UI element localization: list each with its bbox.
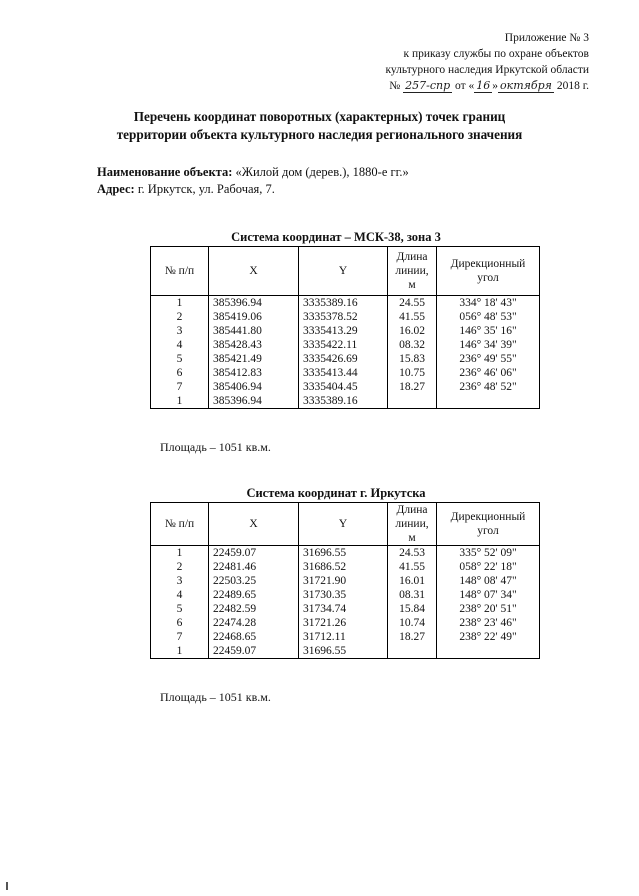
- object-address-label: Адрес:: [97, 182, 135, 196]
- table-cell: 08.31: [399, 589, 425, 601]
- area-msk38: Площадь – 1051 кв.м.: [160, 440, 271, 454]
- line-length-list: [388, 546, 437, 659]
- col-header-y: Y: [299, 503, 388, 546]
- table-cell: 18.27: [399, 381, 425, 393]
- y-coordinate-list: [299, 546, 388, 659]
- table-cell: 1: [176, 645, 183, 657]
- table-cell: 146° 34' 39": [459, 339, 517, 351]
- table-cell: 148° 07' 34": [459, 589, 517, 601]
- order-year: 2018 г.: [556, 80, 589, 92]
- col-header-length-1: Длина: [396, 251, 428, 263]
- table-cell: 18.27: [399, 631, 425, 643]
- table-cell: 1: [176, 547, 183, 559]
- table-caption-msk38: Система координат – МСК-38, зона 3: [231, 230, 441, 244]
- table-cell: 41.55: [399, 561, 425, 573]
- table-cell: 238° 23' 46": [459, 617, 517, 629]
- table-cell: 5: [176, 603, 183, 615]
- col-header-length-2: линии,: [395, 265, 429, 277]
- table-cell: 22459.07: [213, 645, 257, 657]
- table-cell: 2: [176, 561, 183, 573]
- table-cell: 22474.28: [213, 617, 257, 629]
- table-cell: 6: [176, 367, 183, 379]
- appendix-header: [386, 30, 590, 94]
- table-cell: 385406.94: [213, 381, 262, 393]
- table-cell: 238° 22' 49": [459, 631, 517, 643]
- col-header-num: № п/п: [151, 503, 209, 546]
- table-cell: 236° 46' 06": [459, 367, 517, 379]
- appendix-number: Приложение № 3: [504, 32, 589, 44]
- table-cell: 5: [176, 353, 183, 365]
- table-cell: 31730.35: [303, 589, 347, 601]
- table-cell: 3335426.69: [303, 353, 358, 365]
- table-cell: 4: [176, 339, 183, 351]
- table-cell: 31696.55: [303, 547, 347, 559]
- table-cell: 22489.65: [213, 589, 257, 601]
- table-cell: 3335389.16: [303, 297, 358, 309]
- table-cell: 385419.06: [213, 311, 262, 323]
- table-cell: 3335378.52: [303, 311, 358, 323]
- title-line-1: Перечень координат поворотных (характерных) точек границ: [133, 109, 506, 124]
- table-cell: 1: [176, 395, 183, 407]
- table-cell: 7: [176, 381, 183, 393]
- table-cell: 6: [176, 617, 183, 629]
- table-cell: 16.01: [399, 575, 425, 587]
- table-cell: 22468.65: [213, 631, 257, 643]
- document-title: [0, 108, 639, 144]
- table-cell: 3335404.45: [303, 381, 358, 393]
- object-name-value: «Жилой дом (дерев.), 1880-е гг.»: [235, 165, 409, 179]
- order-day-handwritten: 16: [476, 79, 491, 92]
- table-cell: 2: [176, 311, 183, 323]
- point-number-list: [151, 296, 209, 409]
- table-cell: 236° 49' 55": [459, 353, 517, 365]
- table-cell: 22459.07: [213, 547, 257, 559]
- table-cell: 31734.74: [303, 603, 347, 615]
- table-cell: 10.74: [399, 617, 425, 629]
- object-name-label: Наименование объекта:: [97, 165, 233, 179]
- point-number-list: [151, 546, 209, 659]
- col-header-length-3: м: [408, 532, 416, 544]
- table-cell: 146° 35' 16": [459, 325, 517, 337]
- x-coordinate-list: [209, 296, 299, 409]
- table-cell: 385428.43: [213, 339, 262, 351]
- table-cell: 08.32: [399, 339, 425, 351]
- table-cell: 3335389.16: [303, 395, 358, 407]
- table-cell: 16.02: [399, 325, 425, 337]
- object-address-line: [97, 181, 409, 198]
- table-cell: 1: [176, 297, 183, 309]
- col-header-angle-1: Дирекционный: [450, 511, 526, 523]
- title-line-2: территории объекта культурного наследия регионального значения: [116, 127, 523, 142]
- table-cell: 238° 20' 51": [459, 603, 517, 615]
- object-address-value: г. Иркутск, ул. Рабочая, 7.: [137, 182, 275, 196]
- object-info: [97, 164, 409, 198]
- direction-angle-list: [437, 296, 540, 409]
- table-body-row: [151, 296, 540, 409]
- col-header-angle-2: угол: [477, 272, 499, 284]
- table-cell: 31712.11: [303, 631, 346, 643]
- table-cell: 31696.55: [303, 645, 347, 657]
- table-cell: 31721.90: [303, 575, 347, 587]
- table-cell: 385441.80: [213, 325, 262, 337]
- table-cell: 056° 48' 53": [459, 311, 517, 323]
- appendix-authority: культурного наследия Иркутской области: [385, 64, 589, 76]
- table-cell: 41.55: [399, 311, 425, 323]
- table-cell: 22481.46: [213, 561, 257, 573]
- table-cell: 148° 08' 47": [459, 575, 517, 587]
- col-header-length-1: Длина: [396, 504, 428, 516]
- table-cell: 334° 18' 43": [459, 297, 517, 309]
- col-header-length-2: линии,: [395, 518, 429, 530]
- table-cell: 3: [176, 325, 183, 337]
- table-cell: 22482.59: [213, 603, 257, 615]
- area-irkutsk: Площадь – 1051 кв.м.: [160, 690, 271, 704]
- order-number-line: № 257-спр от « 16 » октября 2018 г.: [389, 79, 589, 92]
- order-no-handwritten: 257-спр: [405, 79, 451, 92]
- scan-mark: [6, 882, 8, 890]
- direction-angle-list: [437, 546, 540, 659]
- table-cell: 24.55: [399, 297, 425, 309]
- table-cell: 335° 52' 09": [459, 547, 517, 559]
- col-header-angle-2: угол: [477, 525, 499, 537]
- y-coordinate-list: [299, 296, 388, 409]
- col-header-angle: [437, 247, 540, 296]
- table-cell: 3335413.29: [303, 325, 358, 337]
- table-cell: 7: [176, 631, 183, 643]
- col-header-length: [388, 247, 437, 296]
- table-cell: 31686.52: [303, 561, 347, 573]
- table-cell: 10.75: [399, 367, 425, 379]
- table-cell: 15.83: [399, 353, 425, 365]
- table-cell: 385421.49: [213, 353, 262, 365]
- col-header-angle-1: Дирекционный: [450, 258, 526, 270]
- x-coordinate-list: [209, 546, 299, 659]
- object-name-line: [97, 164, 409, 181]
- table-caption-irkutsk: Система координат г. Иркутска: [246, 486, 426, 500]
- coordinates-table-irkutsk: [150, 502, 540, 659]
- table-cell: 385412.83: [213, 367, 262, 379]
- table-cell: 3: [176, 575, 183, 587]
- coordinates-table-msk38: [150, 246, 540, 409]
- table-cell: 4: [176, 589, 183, 601]
- order-month-handwritten: октября: [500, 79, 552, 92]
- table-header-row: [151, 247, 540, 296]
- col-header-y: Y: [299, 247, 388, 296]
- col-header-angle: [437, 503, 540, 546]
- table-cell: 31721.26: [303, 617, 347, 629]
- table-cell: 385396.94: [213, 297, 262, 309]
- line-length-list: [388, 296, 437, 409]
- table-cell: 3335422.11: [303, 339, 358, 351]
- table-header-row: [151, 503, 540, 546]
- table-cell: 24.53: [399, 547, 425, 559]
- appendix-order-ref: к приказу службы по охране объектов: [403, 48, 589, 60]
- order-date-label: от «: [455, 80, 475, 92]
- table-body-row: [151, 546, 540, 659]
- table-cell: 3335413.44: [303, 367, 358, 379]
- table-cell: 236° 48' 52": [459, 381, 517, 393]
- col-header-x: X: [209, 503, 299, 546]
- table-cell: 22503.25: [213, 575, 257, 587]
- table-cell: 15.84: [399, 603, 425, 615]
- table-cell: 385396.94: [213, 395, 262, 407]
- col-header-num: № п/п: [151, 247, 209, 296]
- col-header-x: X: [209, 247, 299, 296]
- col-header-length-3: м: [408, 279, 416, 291]
- table-cell: 058° 22' 18": [459, 561, 517, 573]
- order-no-label: №: [389, 80, 401, 92]
- col-header-length: [388, 503, 437, 546]
